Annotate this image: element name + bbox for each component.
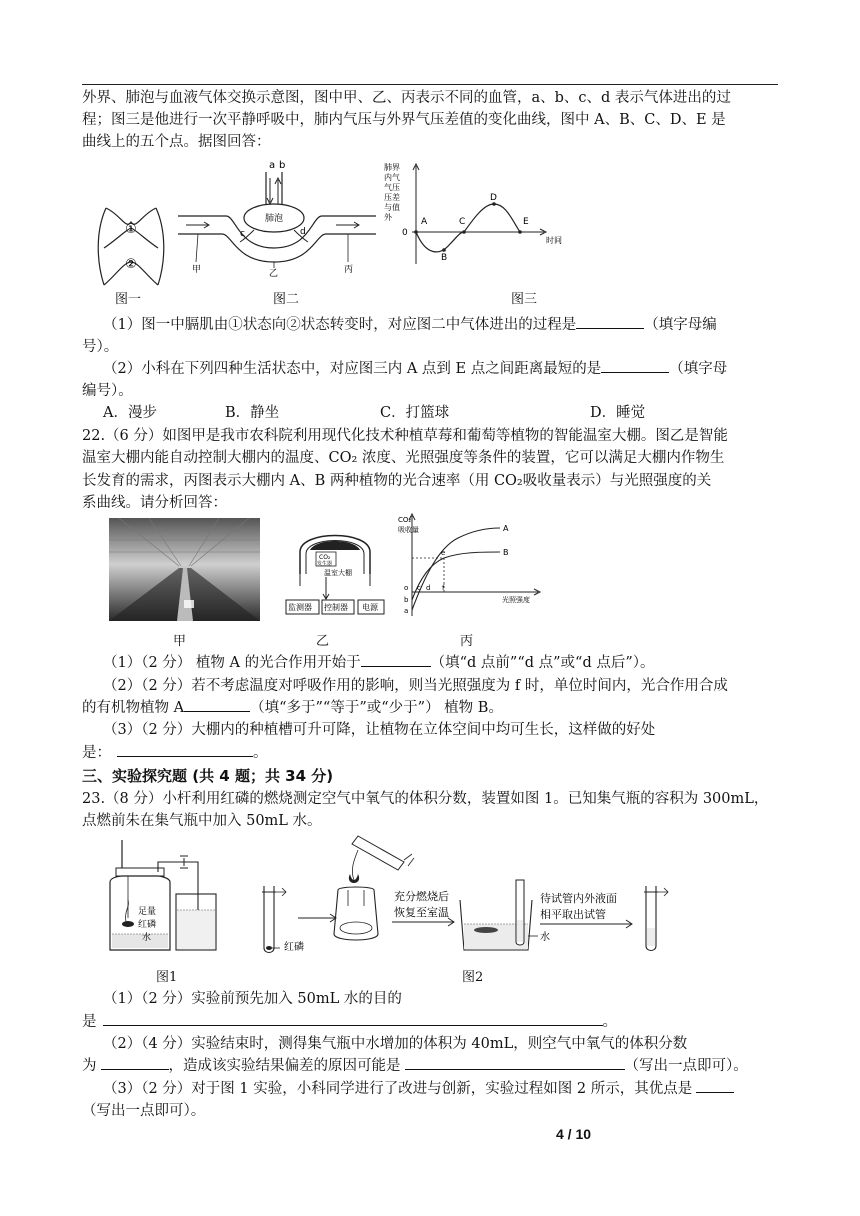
q22-bing-ylabel-2: 吸收量 — [398, 526, 419, 534]
q23-figure-1-apparatus — [100, 838, 230, 956]
q21-part1 — [103, 314, 717, 336]
q23-p2-blank-2[interactable] — [405, 1055, 625, 1070]
q22-part1 — [103, 652, 655, 674]
q22-photo-greenhouse — [109, 518, 260, 621]
q21-p1-text: （1）图一中膈肌由①状态向②状态转变时，对应图二中气体进出的过程是 — [103, 317, 577, 333]
figure-3-pressure-curve — [384, 160, 574, 275]
q23-fig1-caption: 图1 — [156, 970, 178, 985]
q23-p3-blank[interactable] — [696, 1078, 734, 1093]
q21-part1-cont: 号）。 — [82, 339, 119, 355]
q21-option-B[interactable]: B．静坐 — [225, 405, 280, 421]
q22-p3-blank[interactable] — [117, 742, 253, 757]
q23-part2-cont — [82, 1055, 748, 1077]
q22-bing-xlabel: 光照强度 — [502, 596, 530, 604]
q21-p2-text: （2）小科在下列四种生活状态中，对应图三内 A 点到 E 点之间距离最短的是 — [103, 361, 602, 377]
q22-part2: （2）（2 分）若不考虑温度对呼吸作用的影响，则当光照强度为 f 时，单位时间内，光合作用合成 — [103, 678, 728, 694]
fig3-point-B: B — [441, 253, 448, 263]
q22-p1-tail: （填“d 点前”“d 点”或“d 点后”）。 — [430, 655, 655, 671]
q23-fig2-caption: 图2 — [462, 970, 484, 985]
q23-fig2-red-phosphorus: 红磷 — [284, 942, 304, 953]
fig3-ylabel: 肺界内气气压压差与值外 — [384, 163, 400, 222]
q23-fig1-label-2: 红磷 — [138, 920, 157, 930]
q22-line-4: 系曲线。请分析回答： — [82, 495, 227, 511]
q22-bing-curve-A: A — [503, 524, 509, 533]
q22-p2-blank[interactable] — [184, 697, 250, 712]
q21-part2-cont: 编号）。 — [82, 383, 133, 399]
q23-p2-tail: （写出一点即可）。 — [624, 1058, 748, 1074]
q21-p2-blank[interactable] — [601, 358, 669, 373]
q21-part2 — [103, 358, 727, 380]
q21-p1-tail: （填字母编 — [644, 317, 717, 333]
q23-fig1-label-1: 足量 — [138, 907, 157, 917]
q23-part3 — [103, 1078, 734, 1100]
q22-fig-bing-caption: 丙 — [460, 634, 474, 649]
fig2-caption: 图二 — [273, 292, 300, 307]
fig2-label-yi: 乙 — [269, 269, 279, 279]
q23-fig2-water: 水 — [540, 932, 550, 943]
fig2-label-b: b — [279, 160, 286, 171]
q22-p1-blank[interactable] — [361, 652, 431, 667]
q22-bing-ylabel-1: CO₂ — [398, 516, 412, 524]
fig2-label-bing: 丙 — [344, 265, 354, 275]
intro-line-3: 曲线上的五个点。据图回答： — [82, 134, 271, 150]
q22-fig-yi-caption: 乙 — [316, 634, 330, 649]
q22-bing-point-f: f — [442, 584, 445, 592]
q22-yi-co2: CO₂ — [319, 554, 331, 561]
q23-fig2-step2-line2: 相平取出试管 — [540, 908, 606, 921]
q22-yi-power: 电源 — [362, 603, 378, 612]
q21-option-D[interactable]: D．睡觉 — [590, 405, 646, 421]
q22-part3-cont — [82, 742, 268, 764]
fig2-alveolus-label: 肺泡 — [264, 214, 284, 224]
q22-p1-text: （1）（2 分） 植物 A 的光合作用开始于 — [103, 655, 361, 671]
q23-p3-text: （3）（2 分）对于图 1 实验，小科同学进行了改进与创新，实验过程如图 2 所示，其优点是 — [103, 1081, 693, 1097]
q23-part2: （2）（4 分）实验结束时，测得集气瓶中水增加的体积为 40mL，则空气中氧气的体积分数 — [103, 1036, 688, 1052]
section-3-heading: 三、实验探究题 (共 4 题；共 34 分) — [82, 767, 334, 785]
page-number: 4 / 10 — [556, 1126, 592, 1142]
figure-2-alveolus — [176, 158, 386, 278]
fig3-point-E: E — [523, 217, 529, 227]
fig2-label-c: c — [240, 229, 245, 239]
q23-fig2-step2-line1: 待试管内外液面 — [540, 892, 617, 905]
fig3-point-A: A — [421, 217, 428, 227]
q21-option-C[interactable]: C．打篮球 — [380, 405, 450, 421]
q22-yi-controller: 控制器 — [324, 603, 348, 612]
q23-p2-mid: ，造成该实验结果偏差的原因可能是 — [168, 1058, 401, 1074]
q22-bing-point-e: e — [441, 549, 446, 557]
q22-p2-tail: （填“多于”“等于”或“少于”） 植物 B。 — [250, 700, 503, 716]
q22-yi-monitor: 监测器 — [288, 603, 312, 612]
q23-fig2-step1-line1: 充分燃烧后 — [394, 890, 449, 903]
q22-line-1: 22.（6 分）如图甲是我市农科院利用现代化技术种植草莓和葡萄等植物的智能温室大棚。图乙是智能 — [82, 428, 728, 444]
intro-line-1: 外界、肺泡与血液气体交换示意图，图中甲、乙、丙表示不同的血管，a、b、c、d 表示气体进出的过 — [82, 90, 731, 106]
q23-part1-cont — [82, 1011, 617, 1033]
q23-fig2-step1-line2: 恢复至室温 — [394, 906, 449, 919]
q22-photosynthesis-graph — [398, 512, 558, 620]
q22-part2-cont — [82, 697, 503, 719]
figure-1-diaphragm — [96, 200, 166, 290]
q22-yi-co2-generator: 发生器 — [317, 561, 333, 567]
q23-figure-2-process — [258, 830, 688, 960]
q23-line-1: 23.（8 分）小杆利用红磷的燃烧测定空气中氧气的体积分数，装置如图 1。已知集气瓶的容积为 300mL， — [82, 791, 769, 807]
fig3-point-C: C — [459, 217, 466, 227]
q22-line-2: 温室大棚内能自动控制大棚内的温度、CO₂ 浓度、光照强度等条件的装置，它可以满足大棚内作物生 — [82, 450, 725, 466]
q22-bing-point-a: a — [404, 607, 409, 615]
q23-p1-blank[interactable] — [103, 1011, 603, 1026]
q22-fig-jia-caption: 甲 — [173, 634, 187, 649]
q21-p2-tail: （填字母 — [669, 361, 728, 377]
q23-line-2: 点燃前朱在集气瓶中加入 50mL 水。 — [82, 813, 322, 829]
q22-part3: （3）（2 分）大棚内的种植槽可升可降，让植物在立体空间中均可生长，这样做的好处 — [103, 722, 656, 738]
q22-control-device — [286, 522, 386, 618]
fig1-label-1: ① — [125, 222, 137, 237]
q22-yi-greenhouse: 温室大棚 — [324, 569, 352, 577]
q22-p3-text: 是： — [82, 745, 111, 761]
q23-fig1-label-3: 水 — [142, 933, 152, 943]
fig1-label-2: ② — [125, 257, 137, 272]
q23-p1-text: 是 — [82, 1014, 97, 1030]
top-rule — [82, 84, 778, 85]
q23-part1: （1）（2 分）实验前预先加入 50mL 水的目的 — [103, 991, 402, 1007]
fig3-point-D: D — [490, 193, 497, 203]
q21-p1-blank[interactable] — [576, 314, 644, 329]
q23-p2-blank-1[interactable] — [101, 1055, 169, 1070]
q22-bing-point-d: d — [426, 584, 431, 592]
q22-bing-point-b: b — [404, 596, 409, 604]
q22-bing-point-c: c — [417, 584, 421, 592]
q22-bing-curve-B: B — [503, 548, 509, 557]
q23-p1-tail: 。 — [602, 1014, 617, 1030]
q22-bing-origin: o — [404, 584, 409, 592]
fig2-label-d: d — [300, 227, 306, 237]
q22-line-3: 长发育的需求，丙图表示大棚内 A、B 两种植物的光合速率（用 CO₂吸收量表示）与光照强度的关 — [82, 473, 712, 489]
q21-option-A[interactable]: A．漫步 — [103, 405, 157, 421]
q23-part3-cont: （写出一点即可）。 — [82, 1103, 206, 1119]
fig3-zero: 0 — [402, 228, 408, 238]
q22-p2-text: 的有机物植物 A — [82, 700, 185, 716]
fig2-label-jia: 甲 — [192, 265, 202, 275]
q23-p2-text: 为 — [82, 1058, 97, 1074]
fig2-label-a: a — [269, 160, 276, 171]
intro-line-2: 程；图三是他进行一次平静呼吸中，肺内气压与外界气压差值的变化曲线，图中 A、B、C、D、E 是 — [82, 112, 726, 128]
fig1-caption: 图一 — [115, 292, 142, 307]
q22-p3-tail: 。 — [253, 745, 268, 761]
fig3-xlabel: 时间 — [546, 236, 562, 245]
fig3-caption: 图三 — [511, 292, 538, 307]
